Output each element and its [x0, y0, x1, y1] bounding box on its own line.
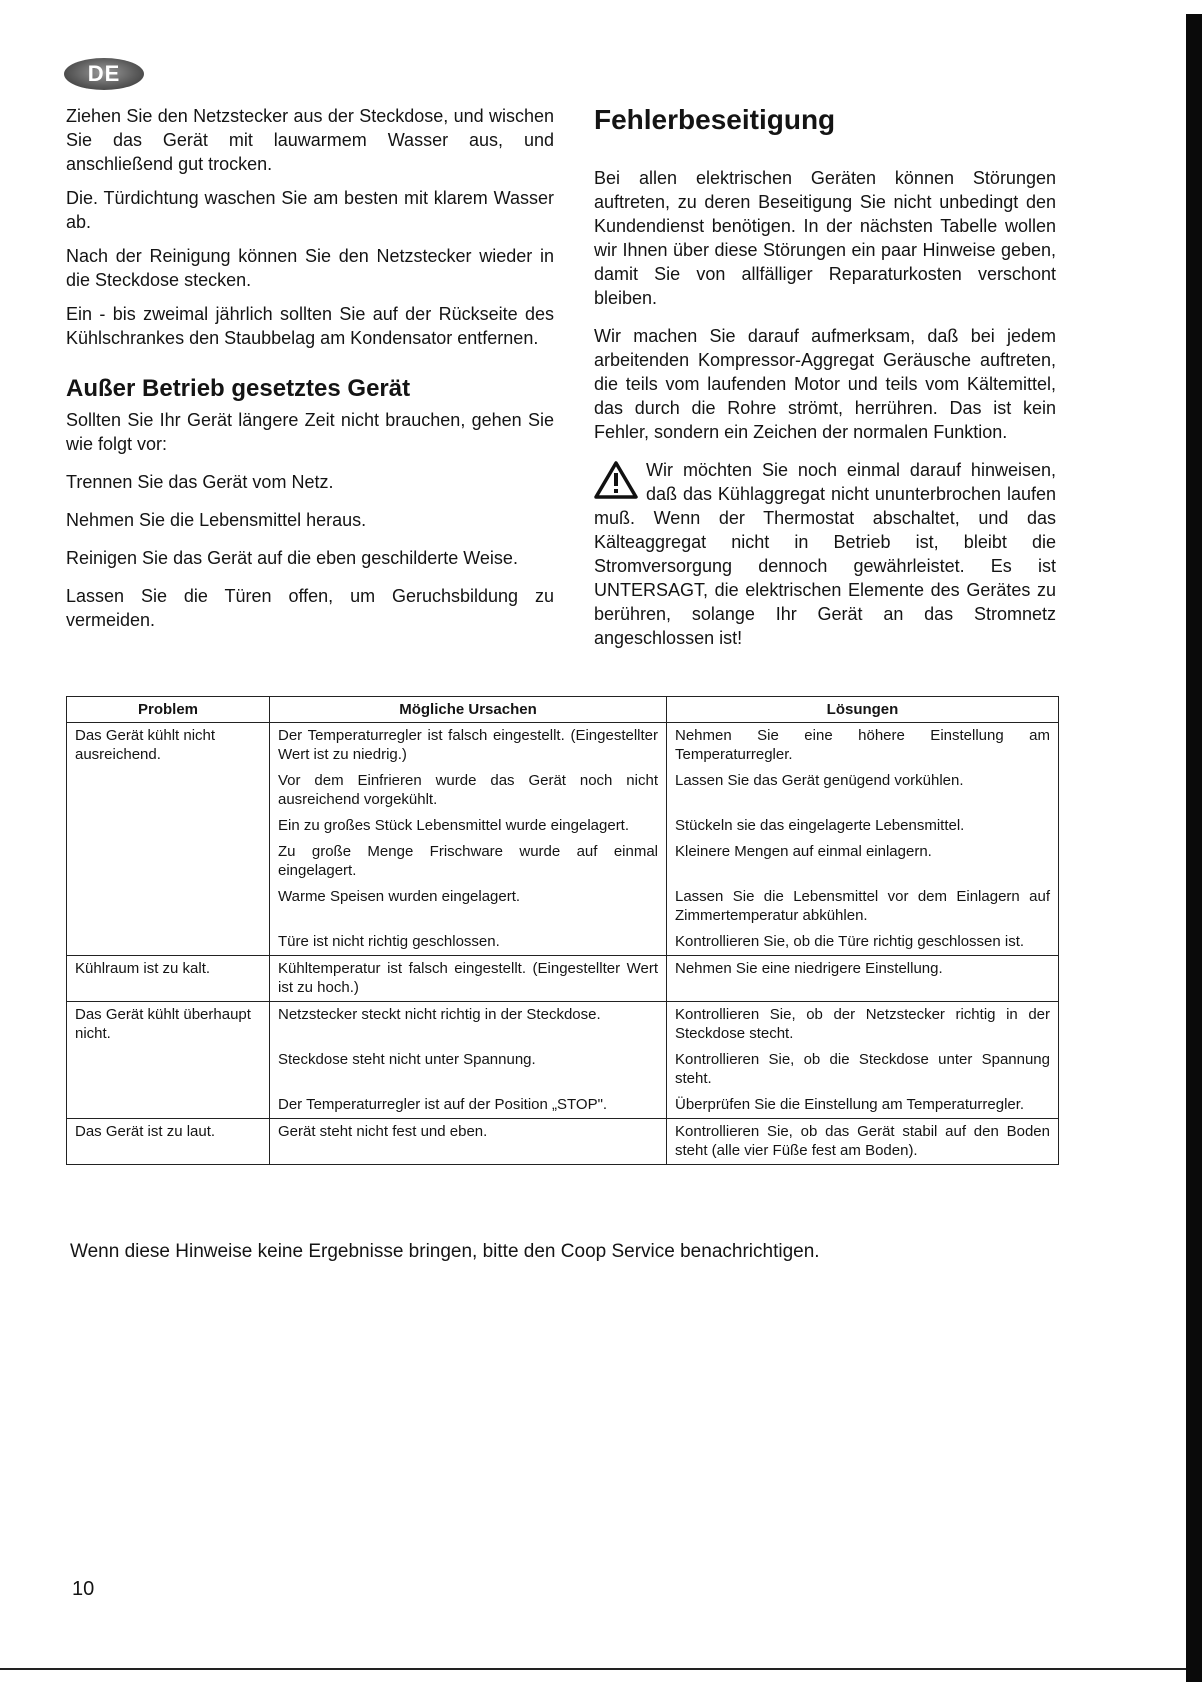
footer-note: Wenn diese Hinweise keine Ergebnisse bringen, bitte den Coop Service benachrichtigen. [70, 1241, 820, 1262]
cause-cell: Kühltemperatur ist falsch eingestellt. (Eingestellter Wert ist zu hoch.) [270, 956, 667, 1002]
solution-cell: Stückeln sie das eingelagerte Lebensmittel. [667, 813, 1059, 839]
cause-cell: Ein zu großes Stück Lebensmittel wurde eingelagert. [270, 813, 667, 839]
solution-cell: Kontrollieren Sie, ob die Steckdose unter Spannung steht. [667, 1047, 1059, 1092]
solution-cell: Lassen Sie die Lebensmittel vor dem Einlagern auf Zimmertemperatur abkühlen. [667, 884, 1059, 929]
table-row [67, 723, 1059, 769]
warning-block [594, 458, 1056, 650]
language-badge: DE [64, 58, 144, 90]
table-header-row [67, 697, 1059, 723]
table-row [67, 1002, 1059, 1048]
warning-text: Wir möchten Sie noch einmal darauf hinweisen, daß das Kühlaggregat nicht ununterbrochen laufen muß. Wenn der Thermostat abschaltet, und das Kälteaggregat nicht in Betrieb ist, bleibt die Stromversorgung dennoch gewährleistet. Es ist UNTERSAGT, die elektrischen Elemente des Gerätes zu berühren, solange Ihr Gerät an das Stromnetz angeschlossen ist! [594, 460, 1056, 648]
header-problem: Problem [67, 697, 270, 723]
solution-cell: Kontrollieren Sie, ob die Türe richtig geschlossen ist. [667, 929, 1059, 956]
table-row [67, 956, 1059, 1002]
solution-cell: Kontrollieren Sie, ob der Netzstecker richtig in der Steckdose stecht. [667, 1002, 1059, 1048]
warning-triangle-icon [594, 460, 638, 500]
out-of-service-paragraph-4: Reinigen Sie das Gerät auf die eben geschilderte Weise. [66, 548, 518, 568]
troubleshooting-table [66, 696, 1059, 1165]
troubleshooting-intro-paragraph-1: Bei allen elektrischen Geräten können Störungen auftreten, zu deren Beseitigung Sie nicht unbedingt den Kundendienst benötigen. In der nächsten Tabelle wollen wir Ihnen über diese Störungen ein paar Hinweise geben, damit Sie von allfälliger Reparaturkosten verschont bleiben. [594, 168, 1056, 308]
section-heading-out-of-service: Außer Betrieb gesetztes Gerät [66, 375, 411, 402]
out-of-service-paragraph-5: Lassen Sie die Türen offen, um Geruchsbildung zu vermeiden. [66, 586, 554, 630]
right-column [594, 102, 1056, 660]
out-of-service-paragraph-1: Sollten Sie Ihr Gerät längere Zeit nicht brauchen, gehen Sie wie folgt vor: [66, 410, 554, 454]
out-of-service-paragraph-3: Nehmen Sie die Lebensmittel heraus. [66, 510, 367, 530]
cause-cell: Warme Speisen wurden eingelagert. [270, 884, 667, 929]
cause-cell: Der Temperaturregler ist auf der Position „STOP". [270, 1092, 667, 1119]
cause-cell: Netzstecker steckt nicht richtig in der Steckdose. [270, 1002, 667, 1048]
cleaning-paragraph-1: Ziehen Sie den Netzstecker aus der Steckdose, und wischen Sie das Gerät mit lauwarmem Wasser aus, und anschließend gut trocken. [66, 106, 554, 174]
cleaning-paragraph-3: Nach der Reinigung können Sie den Netzstecker wieder in die Steckdose stecken. [66, 246, 554, 290]
cause-cell: Der Temperaturregler ist falsch eingestellt. (Eingestellter Wert ist zu niedrig.) [270, 723, 667, 769]
solution-cell: Kontrollieren Sie, ob das Gerät stabil auf den Boden steht (alle vier Füße fest am Boden). [667, 1119, 1059, 1165]
problem-cell: Das Gerät kühlt nicht ausreichend. [67, 723, 270, 956]
solution-cell: Kleinere Mengen auf einmal einlagern. [667, 839, 1059, 884]
table-row [67, 1119, 1059, 1165]
cleaning-paragraph-2: Die. Türdichtung waschen Sie am besten mit klarem Wasser ab. [66, 188, 554, 232]
solution-cell: Nehmen Sie eine höhere Einstellung am Temperaturregler. [667, 723, 1059, 769]
cleaning-paragraph-4: Ein - bis zweimal jährlich sollten Sie auf der Rückseite des Kühlschrankes den Staubbelag am Kondensator entfernen. [66, 304, 554, 348]
cause-cell: Vor dem Einfrieren wurde das Gerät noch nicht ausreichend vorgekühlt. [270, 768, 667, 813]
problem-cell: Kühlraum ist zu kalt. [67, 956, 270, 1002]
left-column [66, 104, 554, 646]
cause-cell: Türe ist nicht richtig geschlossen. [270, 929, 667, 956]
solution-cell: Nehmen Sie eine niedrigere Einstellung. [667, 956, 1059, 1002]
header-causes: Mögliche Ursachen [270, 697, 667, 723]
troubleshooting-intro-paragraph-2: Wir machen Sie darauf aufmerksam, daß bei jedem arbeitenden Kompressor-Aggregat Geräusche auftreten, die teils vom laufenden Motor und teils vom Kältemittel, das durch die Rohre strömt, herrühren. Das ist kein Fehler, sondern ein Zeichen der normalen Funktion. [594, 326, 1056, 442]
cause-cell: Zu große Menge Frischware wurde auf einmal eingelagert. [270, 839, 667, 884]
cause-cell: Gerät steht nicht fest und eben. [270, 1119, 667, 1165]
header-solutions: Lösungen [667, 697, 1059, 723]
page-edge-bar [1186, 14, 1202, 1682]
page-bottom-rule [0, 1668, 1186, 1670]
out-of-service-paragraph-2: Trennen Sie das Gerät vom Netz. [66, 472, 334, 492]
page-title: Fehlerbeseitigung [594, 104, 836, 135]
problem-cell: Das Gerät ist zu laut. [67, 1119, 270, 1165]
page-number: 10 [72, 1578, 95, 1600]
problem-cell: Das Gerät kühlt überhaupt nicht. [67, 1002, 270, 1119]
solution-cell: Überprüfen Sie die Einstellung am Temperaturregler. [667, 1092, 1059, 1119]
cause-cell: Steckdose steht nicht unter Spannung. [270, 1047, 667, 1092]
solution-cell: Lassen Sie das Gerät genügend vorkühlen. [667, 768, 1059, 813]
